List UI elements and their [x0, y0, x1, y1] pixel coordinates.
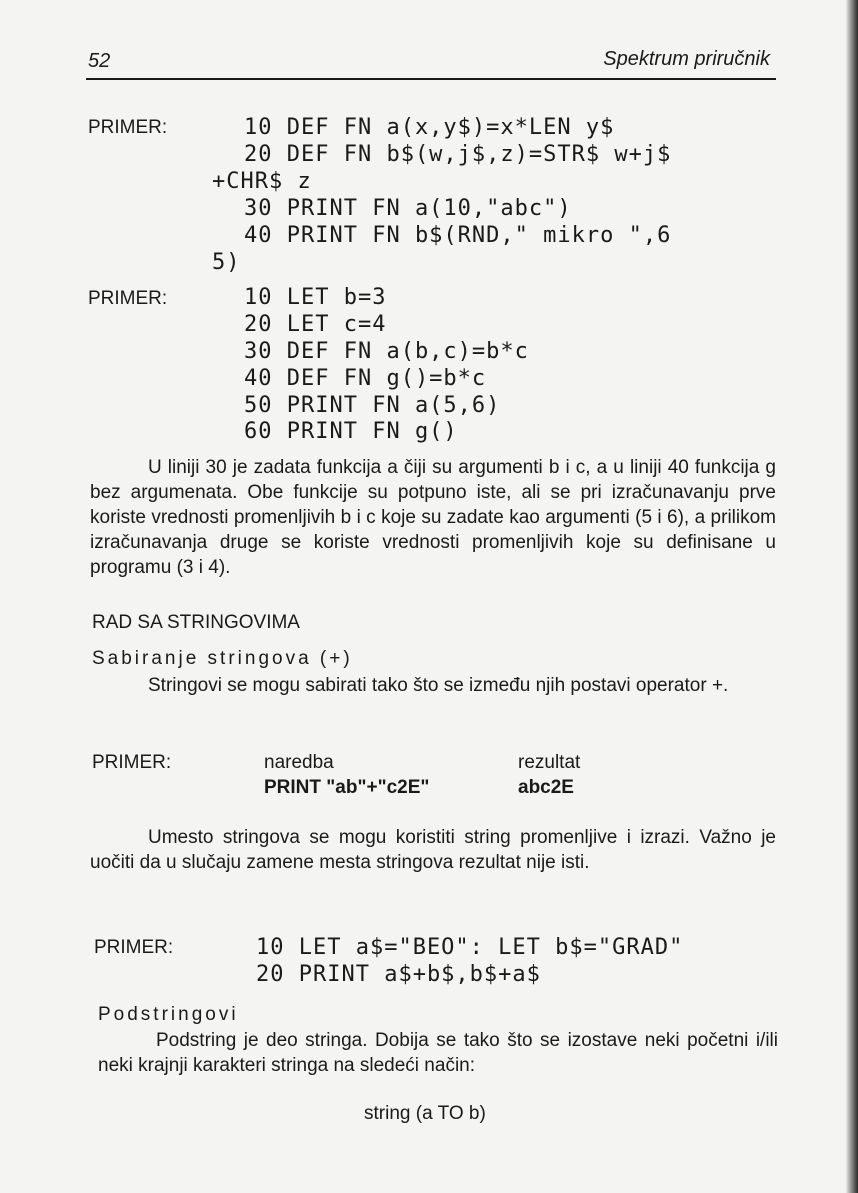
code-line: 30 DEF FN a(b,c)=b*c: [244, 339, 529, 364]
code-line: 5): [212, 250, 241, 275]
code-line: 20 PRINT a$+b$,b$+a$: [256, 962, 541, 987]
example2-label: PRIMER:: [88, 288, 168, 309]
paragraph-functions-explanation: U liniji 30 je zadata funkcija a čiji su argumenti b i c, a u liniji 40 funkcija g bez argumenata. Obe funkcije su potpuno iste, ali se pri izračunavanju prve koriste vrednosti promenljivih b i c koje su zadate kao argumenti (5 i 6), a prilikom izračunavanja druge se koriste vrednosti promenljivih koje su definisane u programu (3 i 4).: [90, 457, 776, 578]
section-heading: RAD SA STRINGOVIMA: [92, 612, 300, 633]
code-line: 30 PRINT FN a(10,"abc"): [244, 196, 572, 221]
example4-label: PRIMER:: [94, 937, 174, 958]
code-line: 20 DEF FN b$(w,j$,z)=STR$ w+j$: [244, 142, 672, 167]
code-line: 10 DEF FN a(x,y$)=x*LEN y$: [244, 115, 615, 140]
header-rule: [86, 78, 776, 80]
code-line: +CHR$ z: [212, 169, 312, 194]
paragraph-concatenation: Stringovi se mogu sabirati tako što se između njih postavi operator +.: [148, 675, 729, 696]
paragraph-string-variables: Umesto stringova se mogu koristiti string promenljive i izrazi. Važno je uočiti da u slučaju zamene mesta stringova rezultat nije isti.: [90, 827, 776, 873]
code-line: 60 PRINT FN g(): [244, 419, 458, 444]
code-line: 40 DEF FN g()=b*c: [244, 366, 487, 391]
example3-label: PRIMER:: [92, 752, 172, 773]
running-title: Spektrum priručnik: [603, 48, 770, 70]
paragraph-substrings: Podstring je deo stringa. Dobija se tako što se izostave neki početni i/ili neki krajnji karakteri stringa na sledeći način:: [98, 1030, 778, 1076]
code-line: 10 LET a$="BEO": LET b$="GRAD": [256, 935, 684, 960]
code-line: 20 LET c=4: [244, 312, 387, 337]
column-header-result: rezultat: [518, 752, 581, 773]
column-header-command: naredba: [264, 752, 334, 773]
substring-syntax: string (a TO b): [364, 1103, 486, 1124]
code-line: 10 LET b=3: [244, 285, 387, 310]
example1-label: PRIMER:: [88, 117, 168, 138]
subsection-heading-concatenation: Sabiranje stringova (+): [92, 648, 353, 669]
subsection-heading-substrings: Podstringovi: [98, 1004, 239, 1025]
scan-edge-shadow: [846, 0, 858, 1193]
code-line: 40 PRINT FN b$(RND," mikro ",6: [244, 223, 672, 248]
code-line: 50 PRINT FN a(5,6): [244, 393, 501, 418]
page-number: 52: [88, 50, 111, 72]
example3-command: PRINT "ab"+"c2E": [264, 777, 430, 798]
example3-result: abc2E: [518, 777, 574, 798]
